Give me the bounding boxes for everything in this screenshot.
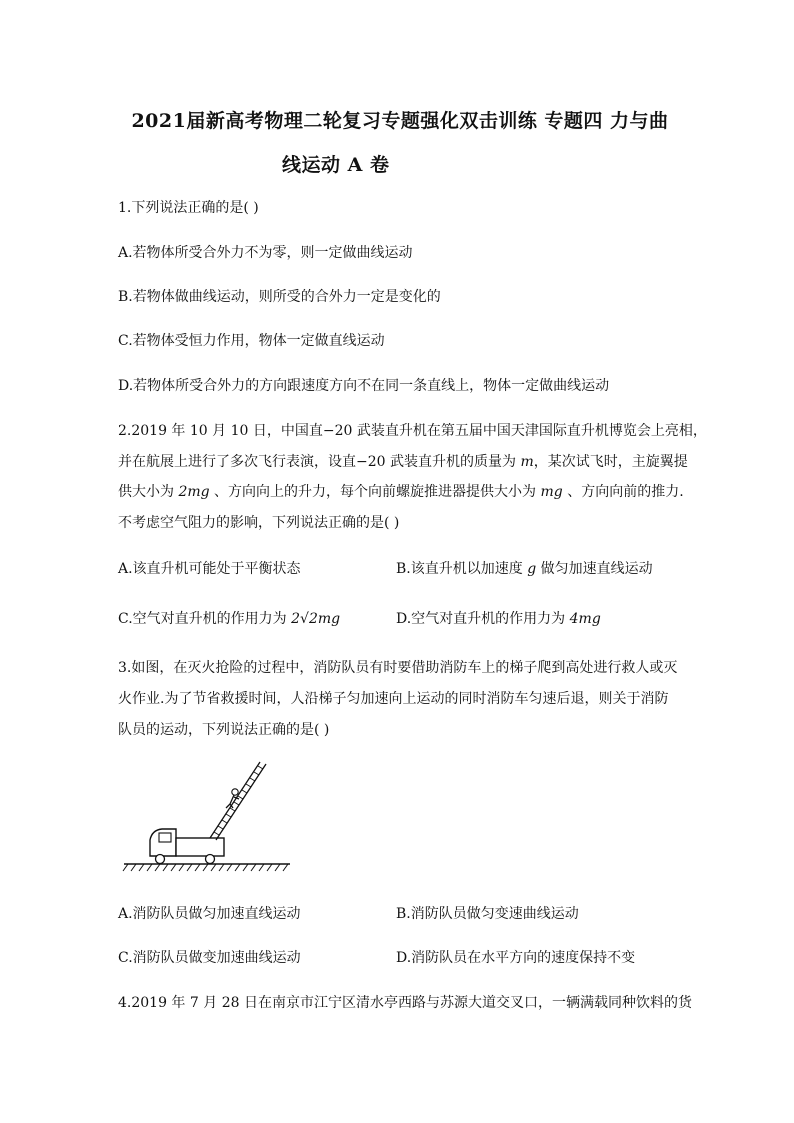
q1-option-d: D.若物体所受合外力的方向跟速度方向不在同一条直线上，物体一定做曲线运动 xyxy=(118,378,610,394)
q3-option-b: B.消防队员做匀变速曲线运动 xyxy=(396,906,579,922)
q2-math-m: m xyxy=(520,454,534,470)
q3-option-d: D.消防队员在水平方向的速度保持不变 xyxy=(396,950,636,966)
q2-math-2mg: 2mg xyxy=(178,484,210,500)
q2-stem-line2 xyxy=(118,452,688,472)
q2-option-b xyxy=(396,559,653,579)
q2-math-g: g xyxy=(527,561,537,577)
document-title-line1: 2021届新高考物理二轮复习专题强化双击训练 专题四 力与曲 xyxy=(131,110,669,132)
q2-stem-line3 xyxy=(118,482,684,502)
q2-math-2root2mg: 2√2mg xyxy=(291,611,341,627)
q2-math-4mg: 4mg xyxy=(569,611,601,627)
q1-stem: 1.下列说法正确的是( ) xyxy=(118,200,259,216)
q2-text: C.空气对直升机的作用力为 xyxy=(118,611,292,627)
fire-truck-ladder-figure xyxy=(122,758,292,878)
q2-text: ，某次试飞时，主旋翼提 xyxy=(533,454,688,470)
q2-option-d xyxy=(396,609,601,629)
q2-text: 做匀加速直线运动 xyxy=(536,561,653,577)
q2-stem-line4: 不考虑空气阻力的影响，下列说法正确的是( ) xyxy=(118,515,400,531)
q2-text: 、方向向前的推力. xyxy=(562,484,684,500)
q2-text: D.空气对直升机的作用力为 xyxy=(396,611,570,627)
q3-stem-line1: 3.如图，在灭火抢险的过程中，消防队员有时要借助消防车上的梯子爬到高处进行救人或灭 xyxy=(118,660,678,676)
q2-text: 并在航展上进行了多次飞行表演，设直−20 武装直升机的质量为 xyxy=(118,454,521,470)
q1-option-b: B.若物体做曲线运动，则所受的合外力一定是变化的 xyxy=(118,289,441,305)
q1-option-c: C.若物体受恒力作用，物体一定做直线运动 xyxy=(118,333,385,349)
q3-stem-line2: 火作业.为了节省救援时间，人沿梯子匀加速向上运动的同时消防车匀速后退，则关于消防 xyxy=(118,691,669,707)
q3-stem-line3: 队员的运动，下列说法正确的是( ) xyxy=(118,722,330,738)
q2-text: 、方向向上的升力，每个向前螺旋推进器提供大小为 xyxy=(209,484,541,500)
q2-math-mg: mg xyxy=(540,484,563,500)
q3-option-a: A.消防队员做匀加速直线运动 xyxy=(118,906,301,922)
document-title-line2: 线运动 A 卷 xyxy=(282,154,390,176)
q2-option-a: A.该直升机可能处于平衡状态 xyxy=(118,561,301,577)
q2-text: B.该直升机以加速度 xyxy=(396,561,528,577)
q1-option-a: A.若物体所受合外力不为零，则一定做曲线运动 xyxy=(118,245,413,261)
q4-stem-line1: 4.2019 年 7 月 28 日在南京市江宁区清水亭西路与苏源大道交叉口，一辆满载同种饮料的货 xyxy=(118,995,692,1011)
q2-stem-line1: 2.2019 年 10 月 10 日，中国直−20 武装直升机在第五届中国天津国际直升机博览会上亮相， xyxy=(118,423,707,439)
q2-text: 供大小为 xyxy=(118,484,179,500)
q2-option-c xyxy=(118,609,340,629)
q3-option-c: C.消防队员做变加速曲线运动 xyxy=(118,950,301,966)
